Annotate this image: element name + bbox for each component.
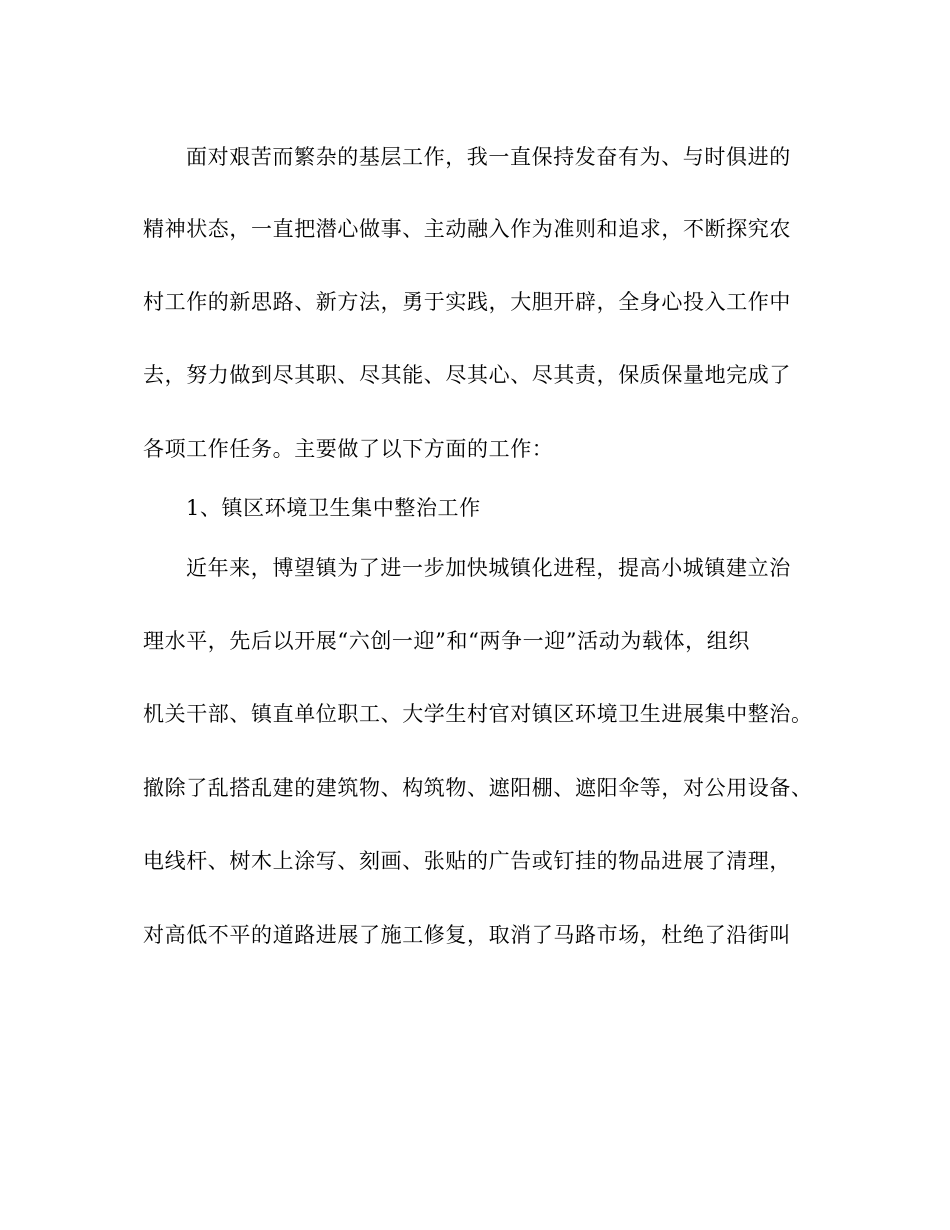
paragraph-line: 电线杆、树木上涂写、刻画、张贴的广告或钉挂的物品进展了清理， <box>143 849 791 873</box>
paragraph-line: 对高低不平的道路进展了施工修复，取消了马路市场，杜绝了沿街叫 <box>143 923 791 947</box>
paragraph-line: 各项工作任务。主要做了以下方面的工作： <box>143 437 554 461</box>
paragraph-line: 撤除了乱搭乱建的建筑物、构筑物、遮阳棚、遮阳伞等，对公用设备、 <box>143 776 813 800</box>
paragraph-line: 村工作的新思路、新方法，勇于实践，大胆开辟，全身心投入工作中 <box>143 290 791 314</box>
paragraph-line: 精神状态，一直把潜心做事、主动融入作为准则和追求，不断探究农 <box>143 217 791 241</box>
paragraph-line: 机关干部、镇直单位职工、大学生村官对镇区环境卫生进展集中整治。 <box>143 702 813 726</box>
paragraph-line: 近年来，博望镇为了进一步加快城镇化进程，提高小城镇建立治 <box>186 556 791 580</box>
paragraph-line: 理水平，先后以开展“六创一迎”和“两争一迎”活动为载体，组织 <box>143 629 750 653</box>
paragraph-line: 面对艰苦而繁杂的基层工作，我一直保持发奋有为、与时俱进的 <box>186 145 791 169</box>
paragraph-line: 去，努力做到尽其职、尽其能、尽其心、尽其责，保质保量地完成了 <box>143 363 791 387</box>
section-heading: 1、镇区环境卫生集中整治工作 <box>186 496 481 520</box>
